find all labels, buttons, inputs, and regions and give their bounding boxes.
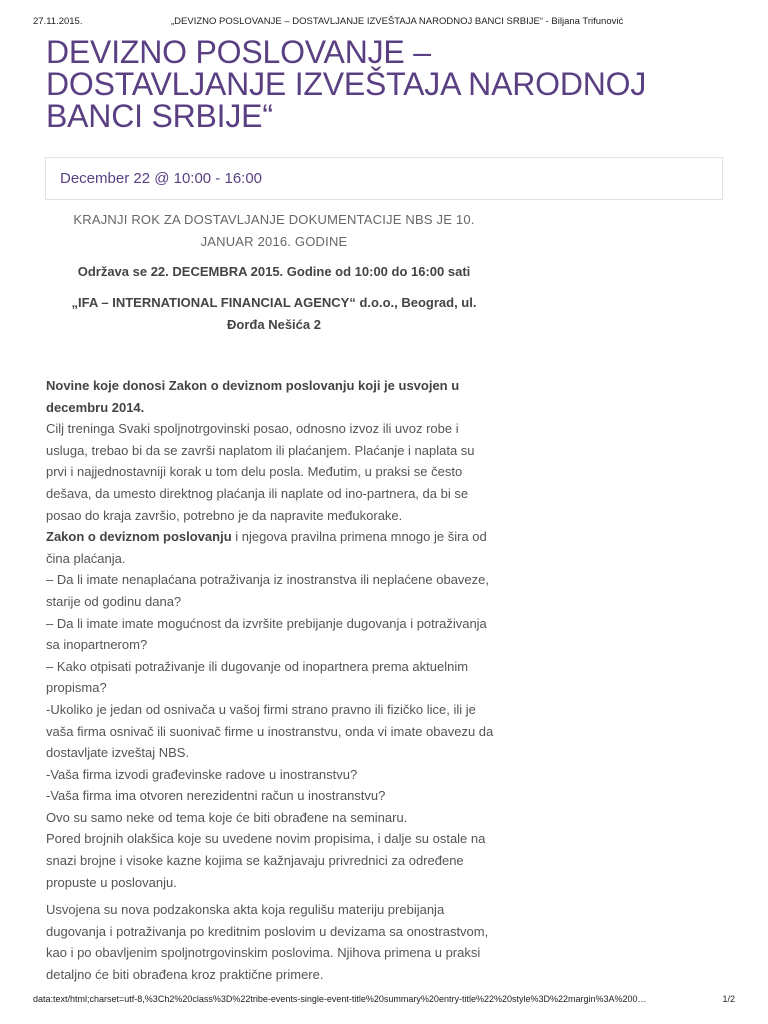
location-line: „IFA – INTERNATIONAL FINANCIAL AGENCY“ d.o.o., Beograd, ul.: [71, 295, 477, 310]
paragraph-line: – Da li imate nenaplaćana potraživanja iz inostranstva ili neplaćene obaveze,: [46, 572, 489, 588]
print-doc-title: „DEVIZNO POSLOVANJE – DOSTAVLJANJE IZVEŠTAJA NARODNOJ BANCI SRBIJE“ - Biljana Trifunović: [171, 16, 624, 27]
paragraph-line: čina plaćanja.: [46, 550, 126, 566]
event-title-line: DEVIZNO POSLOVANJE –: [46, 34, 431, 70]
paragraph-line: – Da li imate imate mogućnost da izvršite prebijanje dugovanja i potraživanja: [46, 615, 487, 631]
paragraph-line: detaljno će biti obrađena kroz praktične primere.: [46, 966, 324, 982]
paragraph-line: posao do kraja završio, potrebno je da napravite međukorake.: [46, 507, 403, 523]
paragraph-line: sa inopartnerom?: [46, 637, 148, 653]
print-url: data:text/html;charset=utf-8,%3Ch2%20class%3D%22tribe-events-single-event-title%20summary%20entry-title%22%20style%3D%22margin%3A%200…: [33, 994, 647, 1004]
paragraph-line: usluga, trebao bi da se završi naplatom ili plaćanjem. Plaćanje i naplata su: [46, 442, 475, 458]
paragraph-line: Ovo su samo neke od tema koje će biti obrađene na seminaru.: [46, 809, 408, 825]
regulations-section: [46, 899, 506, 985]
event-title-line: BANCI SRBIJE“: [46, 98, 273, 134]
zakon-rest: i njegova pravilna primena mnogo je šira od: [231, 529, 487, 545]
paragraph-line: snazi brojne i visoke kazne kojima se kažnjavaju privrednici za određene: [46, 853, 464, 869]
event-schedule: December 22 @ 10:00 - 16:00: [60, 170, 263, 187]
print-date: 27.11.2015.: [33, 16, 83, 27]
zakon-line: [46, 526, 506, 548]
event-schedule-box: [45, 157, 723, 200]
page-number: 1/2: [722, 994, 735, 1004]
paragraph-line: kao i po obavljenim spoljnotrgovinskim poslovima. Njihova primena u praksi: [46, 945, 481, 961]
location-line: Đorđa Nešića 2: [227, 317, 321, 332]
paragraph-line: starije od godinu dana?: [46, 593, 182, 609]
deadline-notice: [46, 209, 502, 253]
intro-heading: decembru 2014.: [46, 399, 145, 415]
paragraph-line: Usvojena su nova podzakonska akta koja regulišu materiju prebijanja: [46, 902, 445, 917]
print-footer: [33, 994, 735, 1008]
paragraph-line: Cilj treninga Svaki spoljnotrgovinski posao, odnosno izvoz ili uvoz robe i: [46, 421, 459, 437]
description-section: [46, 375, 506, 893]
event-title: [46, 36, 736, 132]
held-date: [46, 261, 502, 283]
print-header: [33, 16, 735, 30]
deadline-line: KRAJNJI ROK ZA DOSTAVLJANJE DOKUMENTACIJE NBS JE 10.: [73, 212, 475, 227]
zakon-bold: Zakon o deviznom poslovanju: [46, 529, 232, 545]
paragraph-line: -Vaša firma izvodi građevinske radove u inostranstvu?: [46, 766, 358, 782]
event-location: [46, 292, 502, 336]
event-title-line: DOSTAVLJANJE IZVEŠTAJA NARODNOJ: [46, 66, 647, 102]
held-date-text: Održava se 22. DECEMBRA 2015. Godine od 10:00 do 16:00 sati: [77, 264, 471, 279]
paragraph-line: – Kako otpisati potraživanje ili dugovanje od inopartnera prema aktuelnim: [46, 658, 469, 674]
paragraph-line: vaša firma osnivač ili suonivač firme u inostranstvu, onda vi imate obavezu da: [46, 723, 494, 739]
paragraph-line: dugovanja i potraživanja po kreditnim poslovim u devizama sa onostrastvom,: [46, 923, 489, 939]
paragraph-line: dostavljate izveštaj NBS.: [46, 745, 190, 761]
paragraph-line: dešava, da umesto direktnog plaćanja ili naplate od ino-partnera, da bi se: [46, 485, 469, 501]
paragraph-line: prvi i najjednostavniji korak u tom delu posla. Međutim, u praksi se često: [46, 464, 463, 480]
paragraph-line: -Ukoliko je jedan od osnivača u vašoj firmi strano pravno ili fizičko lice, ili je: [46, 701, 476, 717]
intro-heading: Novine koje donosi Zakon o deviznom poslovanju koji je usvojen u: [46, 378, 460, 393]
paragraph-line: propisma?: [46, 680, 107, 696]
paragraph-line: propuste u poslovanju.: [46, 874, 177, 890]
paragraph-line: -Vaša firma ima otvoren nerezidentni račun u inostranstvu?: [46, 788, 386, 804]
deadline-line: JANUAR 2016. GODINE: [200, 234, 348, 249]
paragraph-line: Pored brojnih olakšica koje su uvedene novim propisima, i dalje su ostale na: [46, 831, 486, 847]
